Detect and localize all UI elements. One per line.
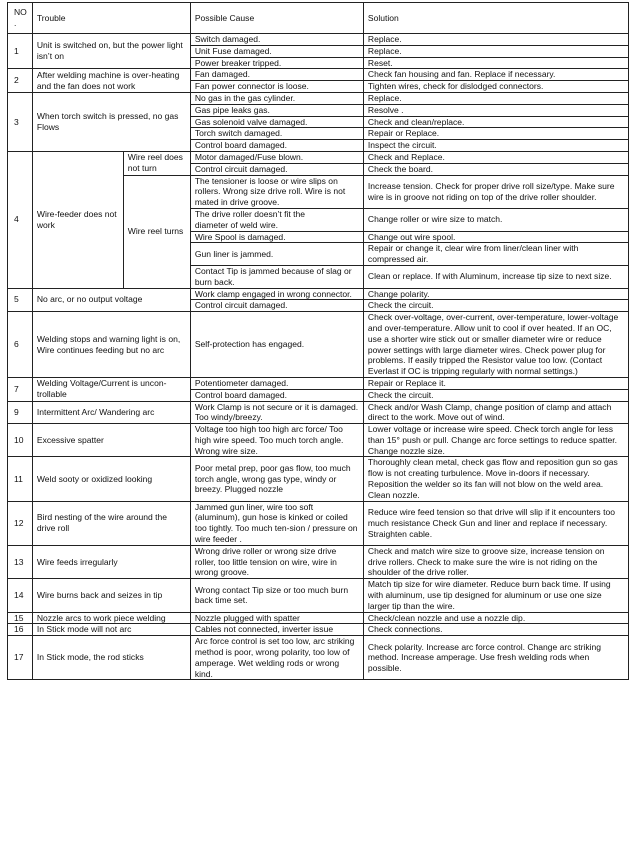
cause-cell: Self-protection has engaged.: [190, 312, 363, 378]
trouble-cell: Unit is switched on, but the power light isn’t on: [32, 34, 190, 69]
solution-cell: Check fan housing and fan. Replace if necessary.: [363, 69, 628, 81]
row-number: 1: [8, 34, 33, 69]
cause-cell: Jammed gun liner, wire too soft (aluminum), gun hose is kinked or coiled too tightly. Too much ten-sion / pressure on wire feeder .: [190, 501, 363, 545]
table-row: [8, 69, 629, 81]
cause-cell: Contact Tip is jammed because of slag or burn back.: [190, 265, 363, 288]
table-row: [8, 377, 629, 389]
table-row: [8, 624, 629, 636]
table-row: [8, 579, 629, 612]
cause-cell: Wrong contact Tip size or too much burn back time set.: [190, 579, 363, 612]
row-number: 7: [8, 377, 33, 401]
solution-cell: Check over-voltage, over-current, over-temperature, lower-voltage and over-temperature. Allow unit to cool if over heated. If an OC, use a shorter wire stick out or smaller diameter wire or reduce power settings with large diameter wires. Check power plug for problems. If easily tripped the Resistor value too low. (Contact Everlast if OC is tripping regularly with normal settings.): [363, 312, 628, 378]
cause-cell: Voltage too high too high arc force/ Too high wire speed. Too much torch angle. Wrong wire size.: [190, 424, 363, 457]
cause-cell: No gas in the gas cylinder.: [190, 92, 363, 104]
table-row: [8, 636, 629, 680]
trouble-cell: Welding stops and warning light is on, Wire continues feeding but no arc: [32, 312, 190, 378]
trouble-cell: In Stick mode will not arc: [32, 624, 190, 636]
cause-cell: Cables not connected, inverter issue: [190, 624, 363, 636]
cause-cell: Poor metal prep, poor gas flow, too much torch angle, wrong gas type, windy or breezy. Plugged nozzle: [190, 457, 363, 501]
solution-cell: Match tip size for wire diameter. Reduce burn back time. If using with aluminum, use tip designed for aluminum or use one size larger tip than the wire.: [363, 579, 628, 612]
row-number: 9: [8, 401, 33, 424]
table-row: [8, 151, 629, 163]
solution-cell: Check the board.: [363, 163, 628, 175]
cause-cell: Control circuit damaged.: [190, 300, 363, 312]
row-number: 11: [8, 457, 33, 501]
solution-cell: Check polarity. Increase arc force control. Change arc striking method. Increase amperage. Use fresh welding rods when possible.: [363, 636, 628, 680]
solution-cell: Reset.: [363, 57, 628, 69]
trouble-cell: When torch switch is pressed, no gas Flows: [32, 92, 190, 151]
cause-cell: Fan power connector is loose.: [190, 81, 363, 93]
cause-cell: Work Clamp is not secure or it is damaged. Too windy/breezy.: [190, 401, 363, 424]
cause-cell: Gun liner is jammed.: [190, 243, 363, 266]
solution-cell: Tighten wires, check for dislodged connectors.: [363, 81, 628, 93]
cause-cell: Control circuit damaged.: [190, 163, 363, 175]
header-trouble: Trouble: [32, 3, 190, 34]
row-number: 3: [8, 92, 33, 151]
row-number: 5: [8, 288, 33, 312]
table-row: [8, 288, 629, 300]
trouble-cell: Bird nesting of the wire around the drive roll: [32, 501, 190, 545]
solution-cell: Check the circuit.: [363, 300, 628, 312]
cause-cell: Torch switch damaged.: [190, 128, 363, 140]
trouble-cell: No arc, or no output voltage: [32, 288, 190, 312]
row-number: 13: [8, 545, 33, 578]
table-row: [8, 34, 629, 46]
cause-cell: Nozzle plugged with spatter: [190, 612, 363, 624]
row-number: 17: [8, 636, 33, 680]
header-no: NO .: [8, 3, 33, 34]
solution-cell: Thoroughly clean metal, check gas flow and reposition gun so gas flow is not creating turbulence. Move in-doors if necessary. Reposition the welder so its fan will not blow on the weld area. Clean nozzle.: [363, 457, 628, 501]
solution-cell: Repair or Replace it.: [363, 377, 628, 389]
trouble-cell: Intermittent Arc/ Wandering arc: [32, 401, 190, 424]
row-number: 2: [8, 69, 33, 93]
table-row: [8, 501, 629, 545]
table-row: [8, 545, 629, 578]
solution-cell: Lower voltage or increase wire speed. Check torch angle for less than 15° push or pull. Change arc force settings to reduce spatter. Change nozzle size.: [363, 424, 628, 457]
solution-cell: Repair or change it, clear wire from liner/clean liner with compressed air.: [363, 243, 628, 266]
cause-cell: Wrong drive roller or wrong size drive roller, too little tension on wire, wire in wrong groove.: [190, 545, 363, 578]
table-row: [8, 424, 629, 457]
cause-cell: Work clamp engaged in wrong connector.: [190, 288, 363, 300]
cause-cell: The drive roller doesn’t fit the diameter of weld wire.: [190, 208, 363, 231]
cause-cell: Gas solenoid valve damaged.: [190, 116, 363, 128]
troubleshooting-table: [7, 2, 629, 680]
trouble-cell: Weld sooty or oxidized looking: [32, 457, 190, 501]
row-number: 6: [8, 312, 33, 378]
cause-cell: The tensioner is loose or wire slips on rollers. Wrong size drive roll. Wire is not mated in drive groove.: [190, 175, 363, 208]
table-row: [8, 457, 629, 501]
cause-cell: Arc force control is set too low, arc striking method is poor, wrong polarity, too low of amperage. Wet welding rods or wrong kind.: [190, 636, 363, 680]
cause-cell: Control board damaged.: [190, 389, 363, 401]
solution-cell: Check connections.: [363, 624, 628, 636]
solution-cell: Check and match wire size to groove size, increase tension on drive rollers. Check to make sure the wire is not riding on the shoulder of the drive roller.: [363, 545, 628, 578]
header-solution: Solution: [363, 3, 628, 34]
row-number: 16: [8, 624, 33, 636]
table-row: [8, 401, 629, 424]
cause-cell: Motor damaged/Fuse blown.: [190, 151, 363, 163]
trouble-subcase: Wire reel does not turn: [123, 151, 190, 175]
header-row: [8, 3, 629, 34]
row-number: 4: [8, 151, 33, 288]
cause-cell: Gas pipe leaks gas.: [190, 104, 363, 116]
header-cause: Possible Cause: [190, 3, 363, 34]
solution-cell: Change out wire spool.: [363, 231, 628, 243]
trouble-cell: Wire feeds irregularly: [32, 545, 190, 578]
table-row: [8, 612, 629, 624]
solution-cell: Repair or Replace.: [363, 128, 628, 140]
solution-cell: Check and clean/replace.: [363, 116, 628, 128]
cause-cell: Fan damaged.: [190, 69, 363, 81]
solution-cell: Check and Replace.: [363, 151, 628, 163]
row-number: 10: [8, 424, 33, 457]
row-number: 15: [8, 612, 33, 624]
trouble-cell: Wire-feeder does not work: [32, 151, 123, 288]
row-number: 14: [8, 579, 33, 612]
cause-cell: Switch damaged.: [190, 34, 363, 46]
cause-cell: Wire Spool is damaged.: [190, 231, 363, 243]
cause-cell: Unit Fuse damaged.: [190, 45, 363, 57]
table-row: [8, 92, 629, 104]
solution-cell: Check and/or Wash Clamp, change position of clamp and attach direct to the work. Move out of wind.: [363, 401, 628, 424]
solution-cell: Change roller or wire size to match.: [363, 208, 628, 231]
solution-cell: Clean or replace. If with Aluminum, increase tip size to next size.: [363, 265, 628, 288]
trouble-cell: Nozzle arcs to work piece welding: [32, 612, 190, 624]
trouble-cell: Wire burns back and seizes in tip: [32, 579, 190, 612]
solution-cell: Check the circuit.: [363, 389, 628, 401]
cause-cell: Control board damaged.: [190, 140, 363, 152]
solution-cell: Replace.: [363, 34, 628, 46]
solution-cell: Check/clean nozzle and use a nozzle dip.: [363, 612, 628, 624]
row-number: 12: [8, 501, 33, 545]
solution-cell: Change polarity.: [363, 288, 628, 300]
solution-cell: Reduce wire feed tension so that drive will slip if it encounters too much resistance Check Gun and liner and replace if necessary. Straighten cable.: [363, 501, 628, 545]
solution-cell: Inspect the circuit.: [363, 140, 628, 152]
trouble-subcase: Wire reel turns: [123, 175, 190, 288]
cause-cell: Potentiometer damaged.: [190, 377, 363, 389]
solution-cell: Replace.: [363, 45, 628, 57]
table-row: [8, 312, 629, 378]
trouble-cell: Welding Voltage/Current is uncon-trollable: [32, 377, 190, 401]
trouble-cell: Excessive spatter: [32, 424, 190, 457]
solution-cell: Resolve .: [363, 104, 628, 116]
solution-cell: Increase tension. Check for proper drive roll size/type. Make sure wire is in groove not riding on top of the drive roller shoulder.: [363, 175, 628, 208]
trouble-cell: After welding machine is over-heating and the fan does not work: [32, 69, 190, 93]
cause-cell: Power breaker tripped.: [190, 57, 363, 69]
solution-cell: Replace.: [363, 92, 628, 104]
trouble-cell: In Stick mode, the rod sticks: [32, 636, 190, 680]
